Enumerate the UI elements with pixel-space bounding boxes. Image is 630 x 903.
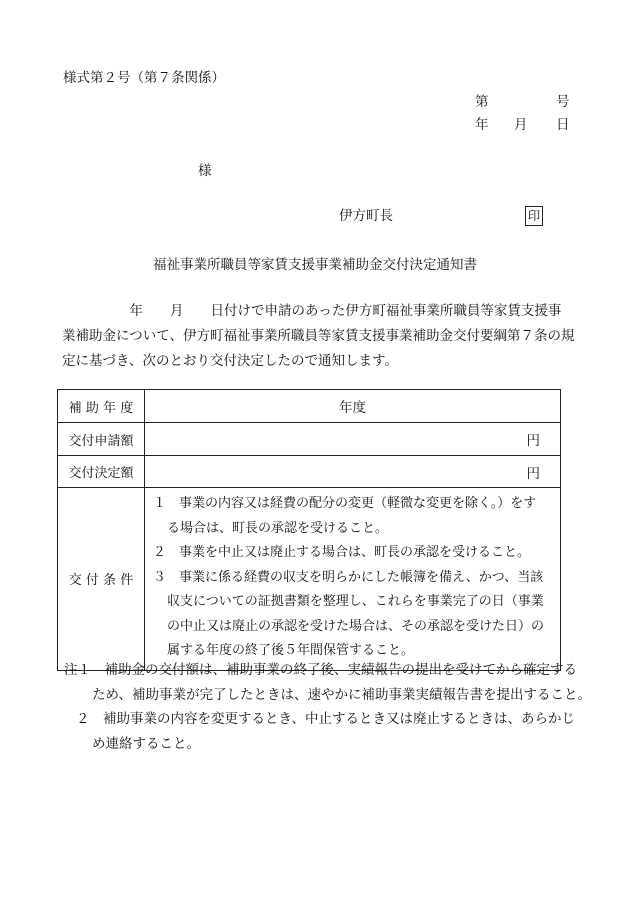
date-year-label: 年 bbox=[475, 117, 489, 133]
form-number: 様式第２号（第７条関係） bbox=[63, 70, 225, 86]
table-row bbox=[58, 488, 561, 671]
applied-amount-value: 円 bbox=[145, 423, 561, 456]
table-row bbox=[58, 423, 561, 456]
condition-line: １ 事業の内容又は経費の配分の変更（軽微な変更を除く。）をす bbox=[153, 496, 537, 511]
notes-section bbox=[64, 658, 591, 756]
table-row bbox=[58, 390, 561, 423]
date-month-label: 月 bbox=[514, 117, 528, 133]
sender-name: 伊方町長 bbox=[339, 208, 393, 224]
document-number-label-left: 第 bbox=[475, 94, 489, 110]
decided-amount-label: 交付決定額 bbox=[58, 456, 145, 488]
seal-mark: 印 bbox=[525, 206, 543, 226]
condition-line: ２ 事業を中止又は廃止する場合は、町長の承認を受けること。 bbox=[153, 545, 531, 560]
decided-amount-value: 円 bbox=[145, 456, 561, 488]
recipient-honorific: 様 bbox=[198, 163, 212, 179]
condition-line: る場合は、町長の承認を受けること。 bbox=[167, 520, 389, 536]
document-number-label-right: 号 bbox=[556, 94, 570, 110]
document-title: 福祉事業所職員等家賃支援事業補助金交付決定通知書 bbox=[153, 257, 477, 273]
body-paragraph bbox=[62, 299, 575, 374]
note-line: ため、補助事業が完了したときは、速やかに補助事業実績報告書を提出すること。 bbox=[92, 686, 591, 703]
body-line: 年 月 日付けで申請のあった伊方町福祉事業所職員等家賃支援事 bbox=[62, 303, 562, 319]
applied-amount-label: 交付申請額 bbox=[58, 423, 145, 456]
note-line: ２ 補助事業の内容を変更するとき、中止するとき又は廃止するときは、あらかじ bbox=[76, 711, 575, 727]
note-line: め連絡すること。 bbox=[92, 735, 200, 752]
body-line: 定に基づき、次のとおり交付決定したので通知します。 bbox=[62, 353, 398, 369]
note-line: 注１ 補助金の交付額は、補助事業の終了後、実績報告の提出を受けてから確定する bbox=[64, 662, 577, 678]
condition-line: ３ 事業に係る経費の収支を明らかにした帳簿を備え、かつ、当該 bbox=[153, 569, 544, 585]
subsidy-year-value: 年度 bbox=[145, 390, 561, 423]
condition-line: の中止又は廃止の承認を受けた場合は、その承認を受けた日）の bbox=[167, 618, 545, 634]
table-row bbox=[58, 456, 561, 488]
body-line: 業補助金について、伊方町福祉事業所職員等家賃支援事業補助金交付要綱第７条の規 bbox=[62, 328, 575, 344]
condition-line: 収支についての証拠書類を整理し、これらを事業完了の日（事業 bbox=[167, 594, 544, 609]
date-day-label: 日 bbox=[556, 117, 570, 133]
conditions-list bbox=[145, 488, 561, 671]
conditions-label: 交 付 条 件 bbox=[58, 488, 145, 671]
subsidy-year-label: 補 助 年 度 bbox=[58, 390, 145, 423]
grant-details-table bbox=[57, 389, 561, 671]
condition-line: 属する年度の終了後５年間保管すること。 bbox=[167, 643, 415, 658]
